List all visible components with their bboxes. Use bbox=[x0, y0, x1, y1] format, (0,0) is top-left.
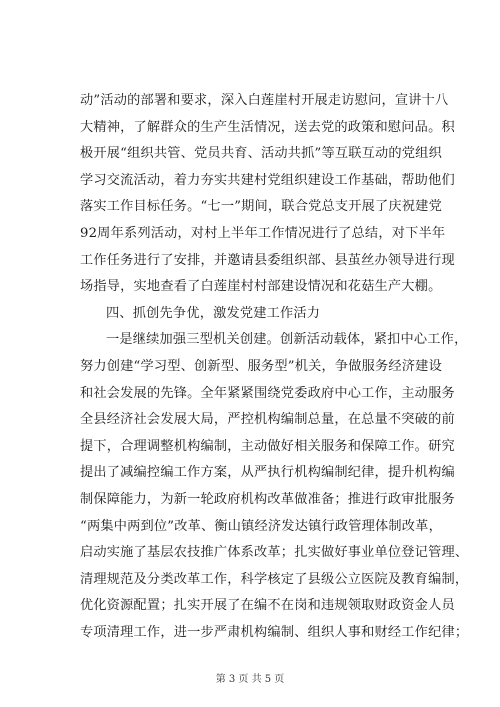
section-heading: 四、抓创先争优，激发党建工作活力 bbox=[106, 305, 321, 321]
text-line: 专项清理工作，进一步严肃机构编制、组织人事和财经工作纪律； bbox=[80, 624, 469, 640]
text-line: 一是继续加强三型机关创建。创新活动载体，紧扣中心工作， bbox=[106, 332, 468, 348]
text-line: 全县经济社会发展大局，严控机构编制总量，在总量不突破的前 bbox=[80, 412, 455, 428]
text-line: “两集中两到位”改革、衡山镇经济发达镇行政管理体制改革， bbox=[80, 518, 442, 534]
page-number-footer: 第 3 页 共 5 页 bbox=[215, 674, 285, 685]
text-line: 落实工作目标任务。“七一”期间，联合党总支开展了庆祝建党 bbox=[80, 199, 442, 215]
text-line: 极开展“组织共管、党员共育、活动共抓”等互联互动的党组织 bbox=[80, 146, 442, 162]
text-line: 努力创建“学习型、创新型、服务型”机关，争做服务经济建设 bbox=[80, 358, 442, 374]
text-line: 92周年系列活动，对村上半年工作情况进行了总结，对下半年 bbox=[80, 225, 446, 241]
body-text bbox=[80, 88, 469, 646]
text-line: 优化资源配置；扎实开展了在编不在岗和违规领取财政资金人员 bbox=[80, 598, 455, 614]
text-line: 大精神，了解群众的生产生活情况，送去党的政策和慰问品。积 bbox=[80, 119, 455, 135]
text-line: 制保障能力，为新一轮政府机构改革做准备；推进行政审批服务 bbox=[80, 491, 455, 507]
text-line: 学习交流活动，着力夯实共建村党组织建设工作基础，帮助他们 bbox=[80, 172, 455, 188]
text-line: 提出了减编控编工作方案，从严执行机构编制纪律，提升机构编 bbox=[80, 465, 455, 481]
text-line: 工作任务进行了安排，并邀请县委组织部、县茧丝办领导进行现 bbox=[80, 252, 455, 268]
text-line: 动”活动的部署和要求，深入白莲崖村开展走访慰问，宣讲十八 bbox=[80, 93, 449, 108]
text-line: 提下，合理调整机构编制，主动做好相关服务和保障工作。研究 bbox=[80, 438, 455, 454]
text-line: 清理规范及分类改革工作，科学核定了县级公立医院及教育编制， bbox=[80, 571, 469, 587]
text-line: 启动实施了基层农技推广体系改革；扎实做好事业单位登记管理、 bbox=[80, 545, 469, 561]
text-line: 和社会发展的先锋。全年紧紧围绕党委政府中心工作，主动服务 bbox=[80, 385, 455, 401]
text-line: 场指导，实地查看了白莲崖村村部建设情况和花菇生产大棚。 bbox=[80, 279, 442, 295]
